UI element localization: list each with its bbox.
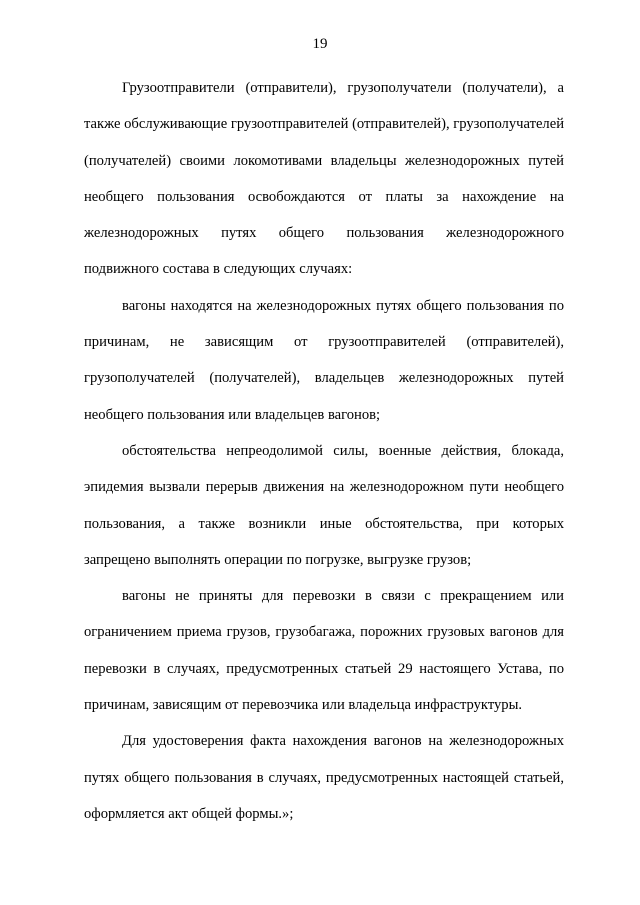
paragraph-case-force-majeure: обстоятельства непреодолимой силы, военные действия, блокада, эпидемия вызвали перерыв движения на железнодорожном пути необщего пользования, а также возникли иные обстоятельства, при которых запрещено выполнять операции по погрузке, выгрузке грузов; <box>84 442 564 568</box>
page-number: 19 <box>312 36 328 52</box>
paragraph-act-form: Для удостоверения факта нахождения вагонов на железнодорожных путях общего пользования в случаях, предусмотренных настоящей статьей, оформляется акт общей формы.»; <box>84 733 564 822</box>
paragraph-exemption-intro: Грузоотправители (отправители), грузополучатели (получатели), а также обслуживающие грузоотправителей (отправителей), грузополучателей (получателей) своими локомотивами владельцы железнодорожных путей необщего пользования освобождаются от платы за нахождение на железнодорожных путях общего пользования железнодорожного подвижного состава в следующих случаях: <box>84 80 565 278</box>
document-body <box>84 70 564 832</box>
paragraph-case-reasons: вагоны находятся на железнодорожных путях общего пользования по причинам, не зависящим от грузоотправителей (отправителей), грузополучателей (получателей), владельцев железнодорожных путей необщего пользования или владельцев вагонов; <box>84 297 564 423</box>
paragraph-case-not-accepted: вагоны не приняты для перевозки в связи с прекращением или ограничением приема грузов, грузобагажа, порожних грузовых вагонов для перевозки в случаях, предусмотренных статьей 29 настоящего Устава, по причинам, зависящим от перевозчика или владельца инфраструктуры. <box>84 588 564 714</box>
